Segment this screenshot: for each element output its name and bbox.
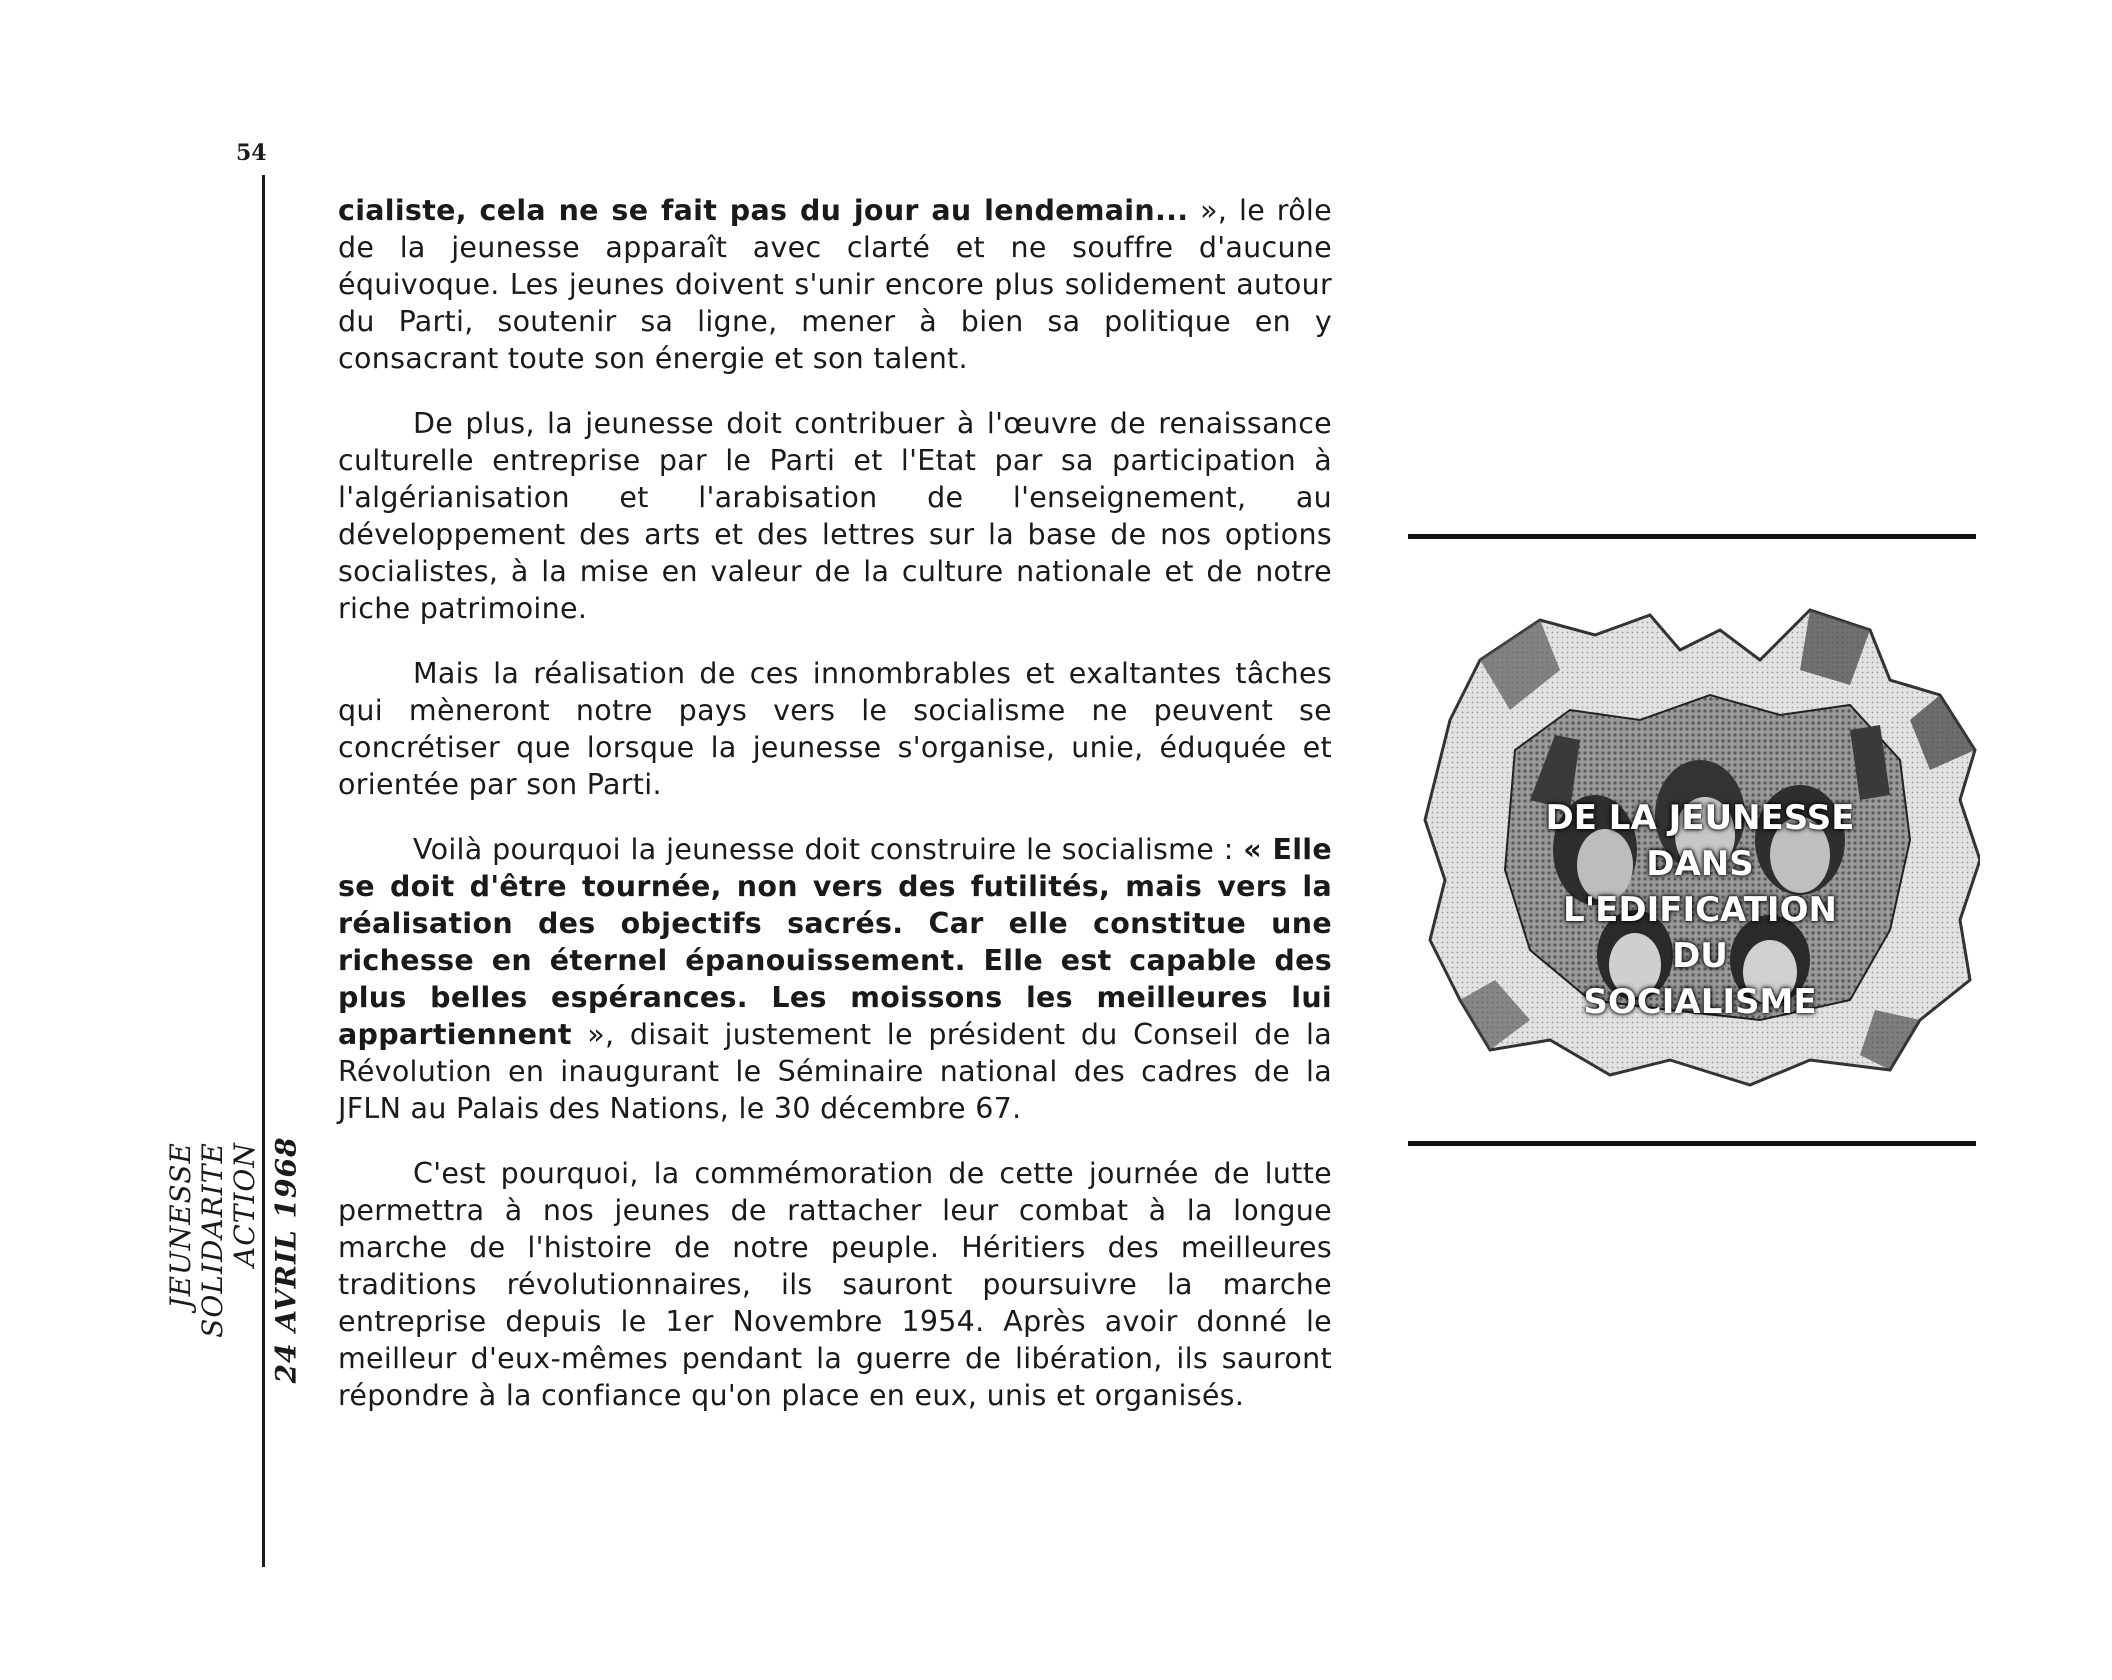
paragraph-5: C'est pourquoi, la commémoration de cette journée de lutte permettra à nos jeunes de rattacher leur combat à la longue marche de l'histoire de notre peuple. Héritiers des meilleures traditions révolutionnaires, ils sauront poursuivre la marche entreprise depuis le 1er Novembre 1954. Après avoir donné le meilleur d'eux-mêmes pendant la guerre de libération, ils sauront répondre à la confiance qu'on place en eux, unis et organisés. [338, 1157, 1332, 1412]
sidebar-date: 24 AVRIL 1968 [269, 1136, 303, 1384]
caption-line: DU [1672, 936, 1728, 976]
paragraph-text: Voilà pourquoi la jeunesse doit construire le socialisme : [413, 833, 1244, 866]
paragraph-text: », disait justement le président du Conseil de la Révolution en inaugurant le Séminaire national des cadres de la JFLN au Palais des Nations, le 30 décembre 67. [338, 1018, 1332, 1125]
article-body [338, 192, 1332, 1442]
margin-rule [262, 175, 265, 1567]
paragraph-4 [338, 831, 1332, 1127]
magazine-line: JEUNESSE [164, 1142, 197, 1309]
illustration-top-rule [1408, 534, 1976, 539]
caption-line: DE LA JEUNESSE [1545, 798, 1855, 838]
illustration-bottom-rule [1408, 1141, 1976, 1146]
paragraph-text: », le rôle de la jeunesse apparaît avec clarté et ne souffre d'aucune équivoque. Les jeunes doivent s'unir encore plus solidement autour du Parti, soutenir sa ligne, mener à bien sa politique en y consacrant toute son énergie et son talent. [338, 194, 1332, 375]
caption-line: DANS L'EDIFICATION [1563, 844, 1837, 930]
paragraph-2: De plus, la jeunesse doit contribuer à l'œuvre de renaissance culturelle entreprise par le Parti et l'Etat par sa participation à l'algérianisation et l'arabisation de l'enseignement, au développement des arts et des lettres sur la base de nos options socialistes, à la mise en valeur de la culture nationale et de notre riche patrimoine. [338, 407, 1332, 625]
sidebar-magazine-title [165, 1142, 261, 1338]
paragraph-3: Mais la réalisation de ces innombrables et exaltantes tâches qui mèneront notre pays vers le socialisme ne peuvent se concrétiser que lorsque la jeunesse s'organise, unie, éduquée et orientée par son Parti. [338, 657, 1332, 801]
page-number: 54 [236, 140, 267, 166]
bold-quote: cialiste, cela ne se fait pas du jour au lendemain... [338, 194, 1189, 227]
paragraph-1 [338, 192, 1332, 377]
illustration-caption [1520, 795, 1880, 1025]
caption-line: SOCIALISME [1583, 982, 1817, 1022]
bold-quote: « Elle se doit d'être tournée, non vers des futilités, mais vers la réalisation des objectifs sacrés. Car elle constitue une richesse en éternel épanouissement. Elle est capable des plus belles espérances. Les moissons les meilleures lui appartiennent [338, 833, 1332, 1051]
magazine-line: SOLIDARITE [196, 1142, 229, 1338]
magazine-line: ACTION [228, 1142, 261, 1267]
